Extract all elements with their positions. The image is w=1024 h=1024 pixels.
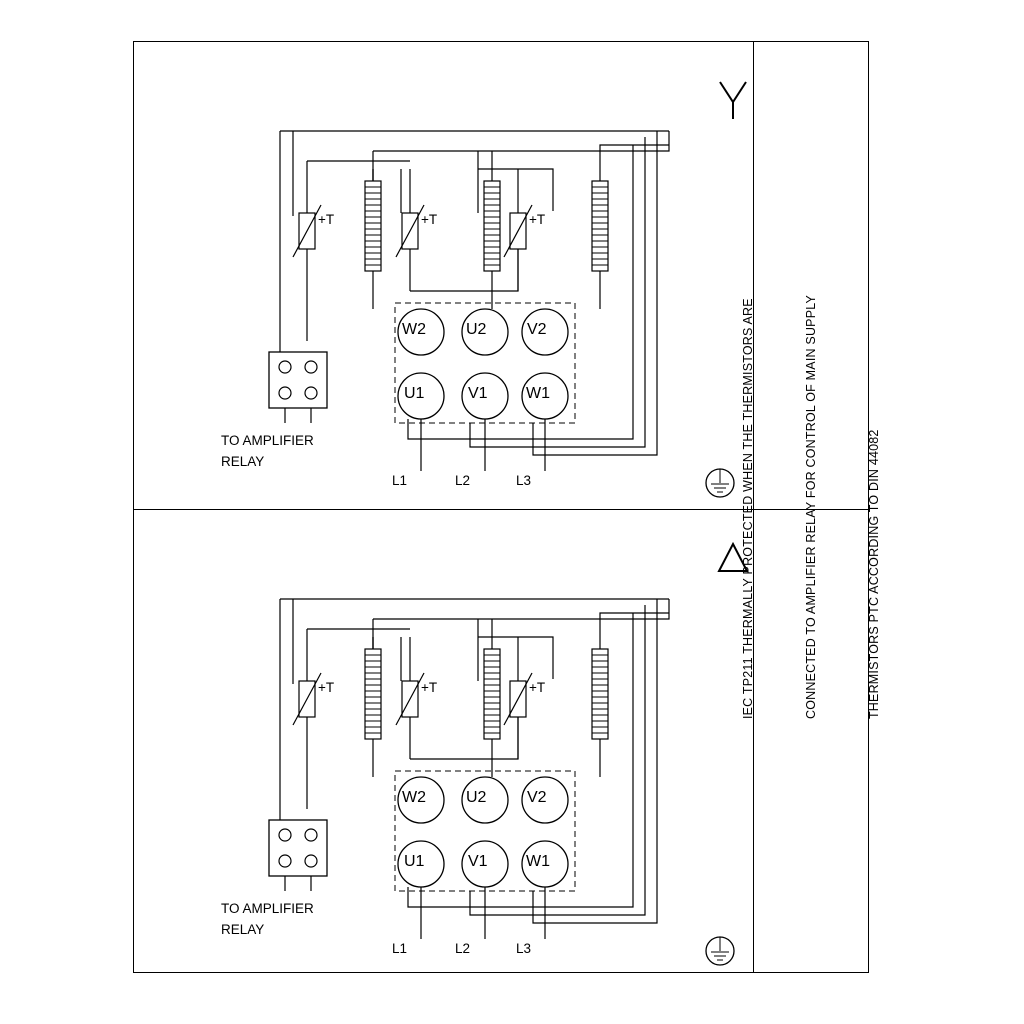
thermistor-1 (293, 629, 321, 809)
note-panel (740, 41, 881, 973)
supply-l3-label: L3 (516, 473, 532, 488)
thermistor-2 (396, 637, 424, 759)
thermistor-2 (396, 169, 424, 291)
terminal-w1-label: W1 (526, 853, 550, 870)
amplifier-label-line2: RELAY (221, 922, 265, 937)
star-connection-icon (720, 82, 746, 119)
amplifier-label-line2: RELAY (221, 454, 265, 469)
terminal-u2-label: U2 (466, 789, 487, 806)
terminal-w2-label: W2 (402, 321, 426, 338)
terminal-v1-label: V1 (468, 385, 488, 402)
terminal-u1-label: U1 (404, 853, 425, 870)
supply-l3-label: L3 (516, 941, 532, 956)
note-line-2: CONNECTED TO AMPLIFIER RELAY FOR CONTROL OF MAIN SUPPLY (803, 294, 818, 720)
terminal-v1-label: V1 (468, 853, 488, 870)
winding-coil-1 (365, 637, 381, 777)
amplifier-terminal-block (269, 820, 327, 891)
terminal-w2-label: W2 (402, 789, 426, 806)
supply-l2-label: L2 (455, 473, 471, 488)
winding-coil-2 (484, 619, 500, 777)
note-line-1: IEC TP211 THERMALLY PROTECTED WHEN THE THERMISTORS ARE (740, 298, 755, 720)
thermistor-1 (293, 161, 321, 341)
panel-delta (133, 509, 753, 977)
thermistor-1-label: +T (318, 680, 335, 695)
winding-coil-1 (365, 169, 381, 309)
terminal-v2-label: V2 (527, 321, 547, 338)
thermistor-2-label: +T (421, 680, 438, 695)
panel-star (133, 41, 753, 509)
terminal-u2-label: U2 (466, 321, 487, 338)
thermistor-3-label: +T (529, 680, 546, 695)
thermistor-1-label: +T (318, 212, 335, 227)
terminal-w1-label: W1 (526, 385, 550, 402)
winding-coil-2 (484, 151, 500, 309)
thermistor-2-label: +T (421, 212, 438, 227)
terminal-u1-label: U1 (404, 385, 425, 402)
note-line-3: THERMISTORS PTC ACCORDING TO DIN 44082 (866, 429, 881, 720)
supply-l2-label: L2 (455, 941, 471, 956)
supply-l1-label: L1 (392, 473, 408, 488)
amplifier-label-line1: TO AMPLIFIER (221, 433, 314, 448)
supply-l1-label: L1 (392, 941, 408, 956)
earth-ground-icon (706, 937, 734, 965)
amplifier-label-line1: TO AMPLIFIER (221, 901, 314, 916)
amplifier-terminal-block (269, 352, 327, 423)
terminal-v2-label: V2 (527, 789, 547, 806)
thermistor-3-label: +T (529, 212, 546, 227)
